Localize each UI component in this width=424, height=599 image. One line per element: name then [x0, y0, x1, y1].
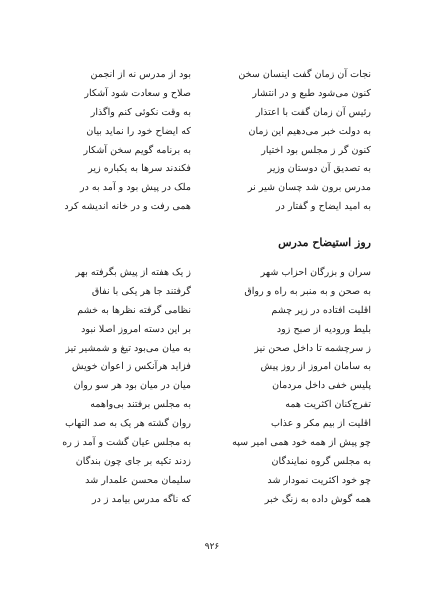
verse-line: روان گشته هر یک به صد التهاب	[65, 418, 191, 430]
page-number: ۹۲۶	[204, 542, 220, 552]
verse-line: به مجلس برفتند بی‌واهمه	[90, 399, 191, 411]
verse-line: صلاح و سعادت شود آشکار	[84, 87, 191, 99]
verse-line: به مجلس عیان گشت و آمد ز ره	[62, 437, 191, 449]
verse-line: بلیط ورودیه از صبح زود	[276, 323, 371, 335]
verse-line: به سامان امروز از روز پیش	[260, 361, 371, 373]
verse-line: به میان می‌بود تیغ و شمشیر تیز	[65, 342, 191, 354]
verse-line: به تصدیق آن دوستان وزیر	[267, 163, 371, 175]
verse-line: فزاید هرآنکس ز اعوان خویش	[71, 361, 191, 373]
verse-line: به وقت نکوئی کنم واگذار	[90, 106, 191, 118]
verse-line: سلیمان محسن علمدار شد	[85, 474, 191, 486]
verse-line: اقلیت از بیم مکر و عذاب	[270, 418, 371, 430]
verse-line: میان در میان بود هر سو روان	[73, 380, 191, 392]
verse-line: نظامی گرفته نظرها به خشم	[77, 304, 191, 316]
verse-line: چو خود اکثریت نمودار شد	[267, 474, 371, 486]
poem-stanza-top	[53, 66, 371, 217]
verse-column-right	[213, 66, 371, 217]
verse-line: که ایضاح خود را نماید بیان	[86, 125, 191, 137]
verse-line: به امید ایضاح و گفتار در	[276, 201, 371, 213]
verse-line: همی رفت و در خانه اندیشه کرد	[64, 201, 191, 213]
verse-line: بود از مدرس نه از انجمن	[90, 69, 191, 80]
verse-line: همه گوش داده به زنگ خبر	[264, 493, 371, 505]
verse-line: بر این دسته امروز اصلا نبود	[81, 323, 191, 335]
verse-line: پلیس خفی داخل مردمان	[272, 380, 371, 392]
verse-line: مدرس برون شد چسان شیر نر	[247, 182, 371, 194]
verse-line: به برنامه گویم سخن آشکار	[83, 144, 191, 156]
verse-line: نجات آن زمان گفت اینسان سخن	[238, 69, 371, 80]
verse-line: ز یک هفته از پیش بگرفته بهر	[75, 267, 191, 278]
verse-line: به مجلس گروه نمایندگان	[271, 455, 371, 467]
verse-line: که ناگه مدرس بیامد ز در	[92, 493, 191, 505]
verse-column-left	[53, 66, 191, 217]
verse-line: گرفتند جا هر یکی با نفاق	[91, 285, 191, 297]
poem-stanza-bottom	[53, 264, 371, 510]
verse-line: زدند تکیه بر جای چون بندگان	[75, 455, 191, 467]
verse-line: تفرج‌کنان اکثریت همه	[285, 399, 371, 411]
verse-line: فکندند سرها به یکباره زیر	[88, 163, 191, 175]
verse-line: ز سرچشمه تا داخل صحن نیز	[254, 342, 371, 354]
verse-line: رئیس آن زمان گفت با اعتذار	[255, 106, 371, 118]
verse-line: چو پیش از همه خود همی امیر سپه	[232, 437, 371, 449]
section-title: روز استیضاح مدرس	[278, 236, 371, 249]
verse-line: کنون می‌شود طبع و در انتشار	[252, 87, 371, 99]
verse-line: به صحن و به منبر به راه و رواق	[244, 285, 371, 297]
verse-column-right	[213, 264, 371, 510]
verse-line: ملک در پیش بود و آمد به در	[79, 182, 191, 194]
verse-line: به دولت خبر می‌دهیم این زمان	[248, 125, 371, 137]
verse-column-left	[53, 264, 191, 510]
verse-line: کنون گر ز مجلس بود اختیار	[261, 144, 371, 156]
verse-line: اقلیت افتاده در زیر چشم	[271, 304, 371, 316]
verse-line: سران و بزرگان احزاب شهر	[260, 267, 371, 278]
